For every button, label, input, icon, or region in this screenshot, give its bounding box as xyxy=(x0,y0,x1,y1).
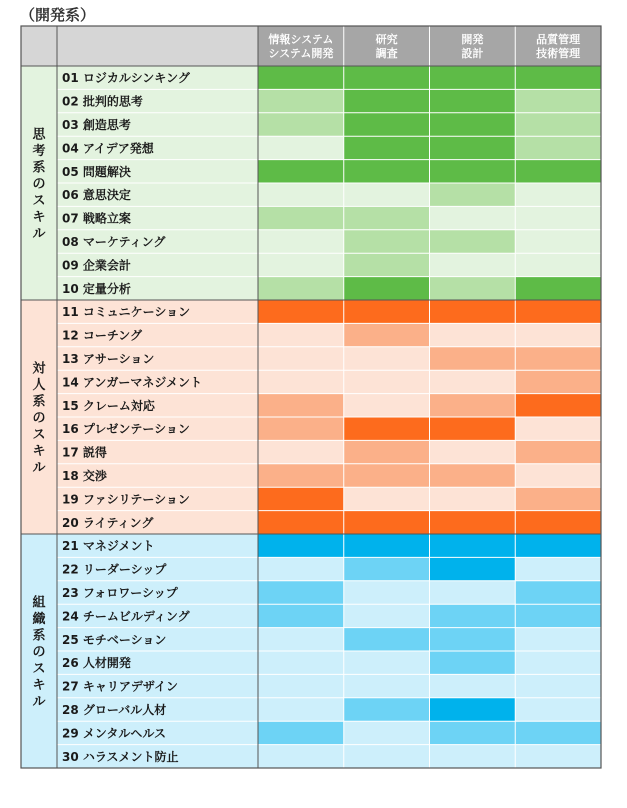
heatmap-cell xyxy=(258,370,344,393)
heatmap-cell xyxy=(344,417,430,440)
heatmap-cell xyxy=(258,66,344,89)
heatmap-cell xyxy=(430,511,516,534)
column-header-label: 研究 xyxy=(375,33,398,46)
column-header-label: 設計 xyxy=(461,47,484,60)
row-label: 23 フォロワーシップ xyxy=(62,586,178,600)
row-label: 18 交渉 xyxy=(62,469,107,483)
column-header-label: システム開発 xyxy=(268,47,334,60)
heatmap-cell xyxy=(515,160,601,183)
row-label: 01 ロジカルシンキング xyxy=(62,71,190,86)
column-header-cell xyxy=(258,26,344,66)
group-label-char: ル xyxy=(32,694,46,710)
heatmap-cell xyxy=(430,698,516,721)
heatmap-cell xyxy=(430,370,516,393)
heatmap-cell xyxy=(430,557,516,580)
column-header-label: 情報システム xyxy=(268,33,334,46)
heatmap-cell xyxy=(258,745,344,768)
group-label-char: 対 xyxy=(32,361,46,377)
row-label: 24 チームビルディング xyxy=(62,609,190,624)
heatmap-cell xyxy=(258,113,344,136)
heatmap-cell xyxy=(344,230,430,253)
heatmap-cell xyxy=(344,440,430,463)
heatmap-cell xyxy=(344,89,430,112)
group-label-char: ル xyxy=(32,460,46,476)
heatmap-cell xyxy=(515,253,601,276)
row-label: 16 プレゼンテーション xyxy=(62,422,190,437)
heatmap-cell xyxy=(515,206,601,229)
heatmap-cell xyxy=(430,89,516,112)
heatmap-cell xyxy=(344,698,430,721)
group-label-char: 考 xyxy=(32,144,46,159)
heatmap-cell xyxy=(515,557,601,580)
heatmap-cell xyxy=(258,394,344,417)
row-label: 27 キャリアデザイン xyxy=(62,679,179,694)
heatmap-cell xyxy=(430,300,516,323)
heatmap-cell xyxy=(344,511,430,534)
row-label: 11 コミュニケーション xyxy=(62,305,191,320)
heatmap-cell xyxy=(344,277,430,300)
group-label-char: 人 xyxy=(32,378,46,393)
row-label: 26 人材開発 xyxy=(62,656,131,671)
heatmap-cell xyxy=(515,511,601,534)
heatmap-cell xyxy=(258,674,344,697)
row-label: 21 マネジメント xyxy=(62,539,155,554)
heatmap-cell xyxy=(258,136,344,159)
heatmap-cell xyxy=(515,136,601,159)
heatmap-cell xyxy=(515,464,601,487)
heatmap-cell xyxy=(344,628,430,651)
heatmap-cell xyxy=(430,440,516,463)
heatmap-cell xyxy=(344,253,430,276)
heatmap-cell xyxy=(515,394,601,417)
row-label: 28 グローバル人材 xyxy=(62,703,167,717)
heatmap-cell xyxy=(430,534,516,557)
heatmap-cell xyxy=(515,230,601,253)
heatmap-cell xyxy=(430,277,516,300)
heatmap-cell xyxy=(258,89,344,112)
heatmap-cell xyxy=(515,300,601,323)
row-label: 13 アサーション xyxy=(62,352,155,366)
heatmap-cell xyxy=(515,417,601,440)
heatmap-cell xyxy=(515,745,601,768)
heatmap-cell xyxy=(515,721,601,744)
heatmap-cell xyxy=(430,487,516,510)
row-label: 05 問題解決 xyxy=(62,164,131,179)
heatmap-cell xyxy=(344,557,430,580)
page-title: （開発系） xyxy=(20,6,96,24)
heatmap-cell xyxy=(344,183,430,206)
heatmap-cell xyxy=(258,417,344,440)
heatmap-cell xyxy=(430,206,516,229)
heatmap-cell xyxy=(344,674,430,697)
heatmap-cell xyxy=(515,323,601,346)
group-label-char: ル xyxy=(32,226,46,242)
row-label: 17 説得 xyxy=(62,445,107,460)
heatmap-cell xyxy=(430,323,516,346)
heatmap-cell xyxy=(258,183,344,206)
heatmap-cell xyxy=(344,534,430,557)
heatmap-cell xyxy=(258,160,344,183)
column-header-cell xyxy=(344,26,430,66)
heatmap-cell xyxy=(430,160,516,183)
heatmap-cell xyxy=(258,534,344,557)
group-label-char: 織 xyxy=(32,612,46,627)
heatmap-cell xyxy=(430,721,516,744)
heatmap-cell xyxy=(258,604,344,627)
row-label: 30 ハラスメント防止 xyxy=(62,749,179,764)
heatmap-cell xyxy=(258,347,344,370)
column-header-label: 開発 xyxy=(461,33,484,46)
heatmap-cell xyxy=(344,464,430,487)
heatmap-cell xyxy=(430,417,516,440)
group-label-char: キ xyxy=(32,210,46,225)
row-label: 03 創造思考 xyxy=(62,118,131,132)
row-label: 15 クレーム対応 xyxy=(62,398,155,413)
heatmap-cell xyxy=(344,651,430,674)
heatmap-cell xyxy=(344,370,430,393)
heatmap-cell xyxy=(515,277,601,300)
column-header-label: 調査 xyxy=(375,47,398,60)
group-label-char: キ xyxy=(32,678,46,693)
heatmap-cell xyxy=(515,534,601,557)
heatmap-cell xyxy=(258,557,344,580)
heatmap-cell xyxy=(515,66,601,89)
heatmap-cell xyxy=(515,698,601,721)
group-label-char: ス xyxy=(32,193,46,209)
group-label-char: の xyxy=(32,645,46,660)
heatmap-cell xyxy=(430,113,516,136)
heatmap-cell xyxy=(344,487,430,510)
row-label: 10 定量分析 xyxy=(62,281,131,296)
group-label-char: キ xyxy=(32,444,46,459)
group-label-char: 組 xyxy=(32,595,46,611)
group-label-char: 系 xyxy=(32,394,46,410)
row-label: 19 ファシリテーション xyxy=(62,492,190,507)
group-label-char: の xyxy=(32,177,46,192)
row-label: 06 意思決定 xyxy=(62,188,131,203)
heatmap-cell xyxy=(344,394,430,417)
heatmap-cell xyxy=(515,89,601,112)
row-label: 02 批判的思考 xyxy=(62,94,143,109)
heatmap-cell xyxy=(515,347,601,370)
heatmap-cell xyxy=(258,253,344,276)
heatmap-cell xyxy=(430,581,516,604)
heatmap-cell xyxy=(258,277,344,300)
heatmap-cell xyxy=(430,628,516,651)
heatmap-cell xyxy=(258,651,344,674)
group-label-char: 系 xyxy=(32,628,46,644)
column-header-label: 品質管理 xyxy=(536,33,581,46)
heatmap-cell xyxy=(515,628,601,651)
heatmap-cell xyxy=(258,628,344,651)
heatmap-cell xyxy=(430,136,516,159)
heatmap-cell xyxy=(258,487,344,510)
heatmap-cell xyxy=(515,581,601,604)
heatmap-cell xyxy=(515,487,601,510)
row-label: 08 マーケティング xyxy=(62,235,166,249)
row-label: 22 リーダーシップ xyxy=(62,562,167,577)
row-label: 20 ライティング xyxy=(62,515,154,530)
group-label-char: の xyxy=(32,411,46,426)
heatmap-cell xyxy=(258,300,344,323)
heatmap-cell xyxy=(515,370,601,393)
heatmap-cell xyxy=(430,651,516,674)
column-header-cell xyxy=(515,26,601,66)
heatmap-cell xyxy=(344,113,430,136)
heatmap-cell xyxy=(430,183,516,206)
heatmap-cell xyxy=(430,230,516,253)
heatmap-cell xyxy=(258,464,344,487)
heatmap-cell xyxy=(258,511,344,534)
heatmap-cell xyxy=(515,440,601,463)
group-label-char: 思 xyxy=(32,127,46,143)
heatmap-cell xyxy=(515,604,601,627)
heatmap-cell xyxy=(344,160,430,183)
heatmap-cell xyxy=(258,206,344,229)
heatmap-cell xyxy=(258,698,344,721)
row-label: 04 アイデア発想 xyxy=(62,141,154,156)
heatmap-cell xyxy=(430,604,516,627)
heatmap-cell xyxy=(515,113,601,136)
heatmap-cell xyxy=(258,581,344,604)
heatmap-cell xyxy=(344,347,430,370)
group-label-char: 系 xyxy=(32,160,46,176)
heatmap-cell xyxy=(344,323,430,346)
row-label: 07 戦略立案 xyxy=(62,211,131,226)
heatmap-cell xyxy=(430,464,516,487)
heatmap-cell xyxy=(258,230,344,253)
heatmap-cell xyxy=(430,347,516,370)
heatmap-cell xyxy=(344,581,430,604)
row-label: 14 アンガーマネジメント xyxy=(62,375,203,390)
group-label-char: ス xyxy=(32,427,46,443)
heatmap-cell xyxy=(430,253,516,276)
heatmap-cell xyxy=(258,721,344,744)
heatmap-cell xyxy=(344,300,430,323)
heatmap-cell xyxy=(430,745,516,768)
heatmap-cell xyxy=(430,66,516,89)
heatmap-cell xyxy=(515,183,601,206)
row-label: 09 企業会計 xyxy=(62,258,131,273)
heatmap-cell xyxy=(430,674,516,697)
column-header-label: 技術管理 xyxy=(536,47,581,60)
heatmap-cell xyxy=(344,136,430,159)
heatmap-cell xyxy=(344,206,430,229)
heatmap-cell xyxy=(515,651,601,674)
heatmap-cell xyxy=(344,745,430,768)
heatmap-cell xyxy=(344,66,430,89)
heatmap-cell xyxy=(515,674,601,697)
row-label: 29 メンタルヘルス xyxy=(62,726,167,741)
heatmap-cell xyxy=(258,323,344,346)
row-label: 12 コーチング xyxy=(62,328,143,343)
heatmap-cell xyxy=(344,604,430,627)
heatmap-cell xyxy=(430,394,516,417)
column-header-cell xyxy=(430,26,516,66)
heatmap-cell xyxy=(344,721,430,744)
heatmap-cell xyxy=(258,440,344,463)
row-label: 25 モチベーション xyxy=(62,632,167,647)
group-label-char: ス xyxy=(32,661,46,677)
